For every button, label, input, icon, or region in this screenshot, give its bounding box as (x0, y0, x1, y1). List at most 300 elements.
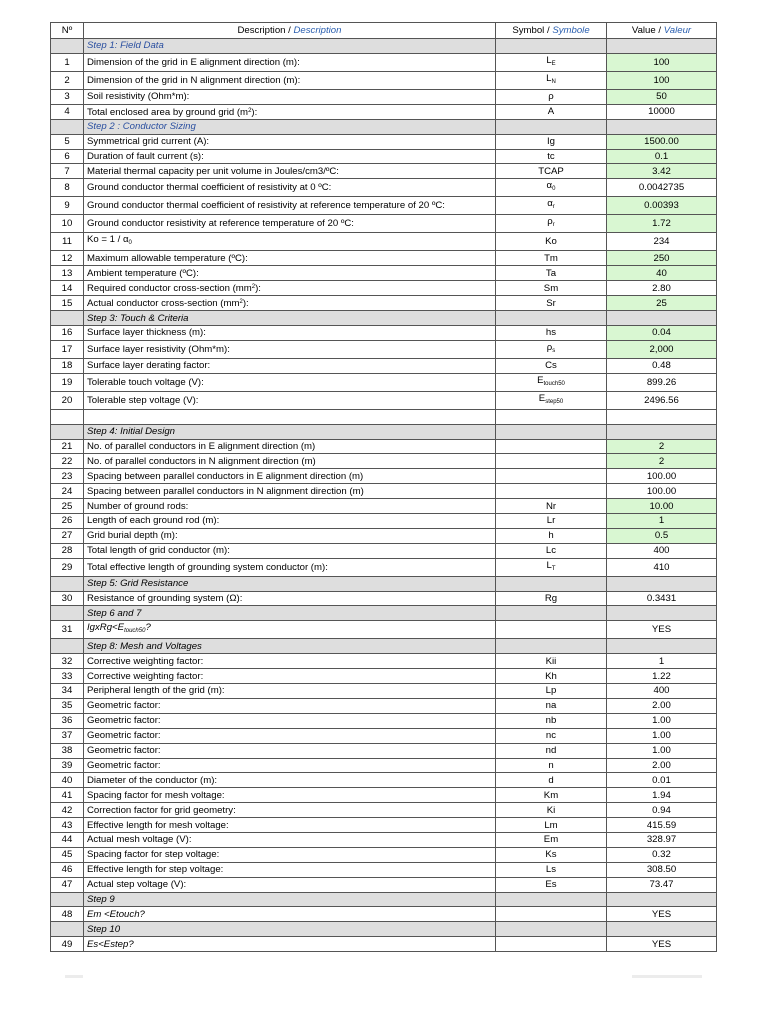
row-number: 9 (51, 197, 84, 215)
symbol-main: Tm (544, 252, 558, 264)
symbol-main: Ko (545, 236, 557, 248)
description-text: Ko = 1 / α (87, 234, 129, 246)
row-number: 37 (51, 728, 84, 743)
row-number: 25 (51, 499, 84, 514)
row-number: 48 (51, 907, 84, 922)
symbol-subscript: step50 (545, 398, 564, 405)
row-description (84, 233, 496, 251)
row-description: Duration of fault current (s): (84, 149, 496, 164)
header-description-en: Description / (237, 25, 294, 36)
symbol-main: Lm (544, 819, 558, 831)
row-number: 14 (51, 281, 84, 296)
table-row (51, 758, 717, 773)
row-symbol (496, 296, 607, 311)
table-row (51, 149, 717, 164)
computed-value-cell: 400 (607, 684, 717, 699)
step-value-cell (607, 39, 717, 54)
symbol-main: Lp (545, 685, 557, 697)
step-header-row (51, 576, 717, 591)
row-symbol (496, 803, 607, 818)
input-value-cell[interactable]: 0.1 (607, 149, 717, 164)
header-row (51, 23, 717, 39)
symbol-main: Em (543, 834, 559, 846)
row-number: 46 (51, 862, 84, 877)
symbol-main: Ks (545, 849, 557, 861)
row-number: 5 (51, 134, 84, 149)
row-description: Ground conductor resistivity at reference temperature of 20 ºC: (84, 215, 496, 233)
step-symbol-cell (496, 576, 607, 591)
table-row (51, 654, 717, 669)
computed-value-cell: 2496.56 (607, 391, 717, 409)
input-value-cell[interactable]: 2 (607, 454, 717, 469)
row-description: Total length of grid conductor (m): (84, 543, 496, 558)
row-symbol (496, 391, 607, 409)
row-number: 33 (51, 669, 84, 684)
input-value-cell[interactable]: 0.5 (607, 528, 717, 543)
table-row (51, 803, 717, 818)
step-value-cell (607, 892, 717, 907)
description-text: Required conductor cross-section (mm (87, 283, 252, 295)
symbol-main: E (537, 374, 544, 386)
row-symbol (496, 543, 607, 558)
step-title: Step 5: Grid Resistance (84, 576, 496, 591)
row-number: 1 (51, 53, 84, 71)
input-value-cell[interactable]: 100 (607, 71, 717, 89)
computed-value-cell: 415.59 (607, 818, 717, 833)
table-row (51, 558, 717, 576)
computed-value-cell: 1.00 (607, 743, 717, 758)
row-number: 18 (51, 358, 84, 373)
table-row (51, 528, 717, 543)
step-number-cell (51, 311, 84, 326)
row-symbol (496, 743, 607, 758)
row-description: Effective length for step voltage: (84, 862, 496, 877)
row-symbol (496, 484, 607, 499)
row-description: Geometric factor: (84, 713, 496, 728)
computed-value-cell: 400 (607, 543, 717, 558)
row-number: 44 (51, 832, 84, 847)
row-description: Surface layer resistivity (Ohm*m): (84, 340, 496, 358)
row-description: Geometric factor: (84, 728, 496, 743)
blank-cell (496, 409, 607, 424)
table-row (51, 773, 717, 788)
table-row (51, 391, 717, 409)
description-text-tail: ): (242, 298, 249, 310)
symbol-main: nd (545, 745, 557, 757)
description-superscript: 2 (251, 284, 256, 291)
symbol-main: A (547, 106, 555, 118)
row-description: Maximum allowable temperature (ºC): (84, 251, 496, 266)
symbol-main: Nr (545, 500, 557, 512)
row-number: 30 (51, 591, 84, 606)
row-symbol (496, 215, 607, 233)
step-symbol-cell (496, 311, 607, 326)
symbol-main: E (538, 392, 546, 404)
table-row (51, 296, 717, 311)
input-value-cell[interactable]: 2 (607, 439, 717, 454)
row-symbol (496, 758, 607, 773)
row-symbol (496, 358, 607, 373)
computed-value-cell: 1.00 (607, 713, 717, 728)
description-superscript: 2 (248, 107, 252, 114)
computed-value-cell: YES (607, 621, 717, 639)
row-symbol (496, 847, 607, 862)
row-description: Spacing between parallel conductors in E alignment direction (m) (84, 469, 496, 484)
table-row (51, 439, 717, 454)
row-description (84, 104, 496, 119)
step-value-cell (607, 311, 717, 326)
table-row (51, 484, 717, 499)
computed-value-cell: YES (607, 937, 717, 952)
computed-value-cell: 234 (607, 233, 717, 251)
row-description: Soil resistivity (Ohm*m): (84, 89, 496, 104)
row-symbol (496, 528, 607, 543)
symbol-main: Es (545, 879, 557, 891)
symbol-main: Sm (543, 282, 559, 294)
step-value-cell (607, 576, 717, 591)
symbol-main: Ig (546, 136, 555, 148)
table-row (51, 326, 717, 341)
row-description: No. of parallel conductors in E alignment direction (m) (84, 439, 496, 454)
computed-value-cell: 899.26 (607, 373, 717, 391)
symbol-main: α (547, 198, 553, 210)
row-description: Correction factor for grid geometry: (84, 803, 496, 818)
row-symbol (496, 197, 607, 215)
description-subscript: touch50 (124, 628, 146, 635)
blank-cell (607, 409, 717, 424)
row-number: 42 (51, 803, 84, 818)
symbol-main: Cs (545, 360, 557, 372)
row-number: 39 (51, 758, 84, 773)
input-value-cell[interactable]: 100 (607, 53, 717, 71)
row-number: 23 (51, 469, 84, 484)
step-value-cell (607, 424, 717, 439)
description-subscript: 0 (128, 240, 132, 247)
row-description: Geometric factor: (84, 758, 496, 773)
row-number: 26 (51, 514, 84, 529)
table-row (51, 179, 717, 197)
step-number-cell (51, 424, 84, 439)
row-description: Resistance of grounding system (Ω): (84, 591, 496, 606)
row-number: 43 (51, 818, 84, 833)
symbol-main: L (546, 54, 552, 66)
row-number: 4 (51, 104, 84, 119)
description-text: Actual conductor cross-section (mm (87, 298, 240, 310)
header-description (84, 23, 496, 39)
row-symbol (496, 499, 607, 514)
row-description: No. of parallel conductors in N alignment direction (m) (84, 454, 496, 469)
row-number: 11 (51, 233, 84, 251)
row-number: 28 (51, 543, 84, 558)
table-row (51, 134, 717, 149)
table-row (51, 877, 717, 892)
step-symbol-cell (496, 39, 607, 54)
row-description: Tolerable step voltage (V): (84, 391, 496, 409)
row-description: Spacing factor for step voltage: (84, 847, 496, 862)
computed-value-cell: 0.94 (607, 803, 717, 818)
step-number-cell (51, 576, 84, 591)
table-row (51, 71, 717, 89)
table-row (51, 281, 717, 296)
header-description-fr: Description (293, 25, 342, 36)
input-value-cell[interactable]: 1500.00 (607, 134, 717, 149)
symbol-main: Kii (545, 655, 557, 667)
row-symbol (496, 558, 607, 576)
row-symbol (496, 104, 607, 119)
row-symbol (496, 818, 607, 833)
computed-value-cell: 1.00 (607, 728, 717, 743)
table-row (51, 907, 717, 922)
row-symbol (496, 373, 607, 391)
symbol-main: α (546, 180, 553, 192)
description-text-tail: ): (255, 283, 261, 295)
step-symbol-cell (496, 119, 607, 134)
input-value-cell[interactable]: 0.04 (607, 326, 717, 341)
row-description: Ground conductor thermal coefficient of resistivity at reference temperature of 20 ºC: (84, 197, 496, 215)
symbol-main: n (548, 759, 554, 771)
table-row (51, 728, 717, 743)
step-number-cell (51, 922, 84, 937)
step-symbol-cell (496, 922, 607, 937)
row-description: Symmetrical grid current (A): (84, 134, 496, 149)
input-value-cell[interactable]: 1.72 (607, 215, 717, 233)
step-header-row (51, 424, 717, 439)
row-description: Total effective length of grounding system conductor (m): (84, 558, 496, 576)
table-row (51, 862, 717, 877)
table-row (51, 104, 717, 119)
computed-value-cell: 100.00 (607, 469, 717, 484)
symbol-main: TCAP (538, 165, 564, 177)
step-header-row (51, 119, 717, 134)
row-symbol (496, 469, 607, 484)
computed-value-cell: 410 (607, 558, 717, 576)
row-symbol (496, 591, 607, 606)
row-symbol (496, 439, 607, 454)
computed-value-cell: 1.94 (607, 788, 717, 803)
symbol-main: Km (543, 789, 559, 801)
description-text: Total enclosed area by ground grid (m (87, 106, 249, 118)
row-number: 17 (51, 340, 84, 358)
row-description: Actual mesh voltage (V): (84, 832, 496, 847)
row-number: 10 (51, 215, 84, 233)
input-value-cell[interactable]: 0.00393 (607, 197, 717, 215)
symbol-subscript: N (551, 78, 556, 85)
row-number: 13 (51, 266, 84, 281)
row-description: Es<Estep? (84, 937, 496, 952)
row-number: 47 (51, 877, 84, 892)
table-row (51, 499, 717, 514)
symbol-main: Lr (546, 515, 556, 527)
table-row (51, 89, 717, 104)
row-description: Spacing factor for mesh voltage: (84, 788, 496, 803)
symbol-main: h (548, 530, 554, 542)
computed-value-cell: 1.22 (607, 669, 717, 684)
computed-value-cell: 2.00 (607, 758, 717, 773)
step-number-cell (51, 606, 84, 621)
symbol-main: ρ (546, 341, 553, 353)
row-description (84, 621, 496, 639)
symbol-main: nb (545, 715, 557, 727)
computed-value-cell: 0.3431 (607, 591, 717, 606)
symbol-subscript: r (552, 222, 555, 229)
symbol-main: Sr (546, 297, 556, 309)
step-symbol-cell (496, 424, 607, 439)
row-symbol (496, 669, 607, 684)
step-header-row (51, 311, 717, 326)
row-symbol (496, 89, 607, 104)
row-number: 2 (51, 71, 84, 89)
step-header-row (51, 606, 717, 621)
symbol-main: nc (545, 730, 557, 742)
row-description: Dimension of the grid in N alignment direction (m): (84, 71, 496, 89)
row-number: 36 (51, 713, 84, 728)
row-number: 35 (51, 698, 84, 713)
row-description: Geometric factor: (84, 698, 496, 713)
calculation-table (50, 22, 717, 952)
row-description: Em <Etouch? (84, 907, 496, 922)
input-value-cell[interactable]: 250 (607, 251, 717, 266)
computed-value-cell: 10000 (607, 104, 717, 119)
computed-value-cell: 73.47 (607, 877, 717, 892)
row-number: 15 (51, 296, 84, 311)
description-text: IgxRg<E (87, 622, 125, 634)
input-value-cell[interactable]: 1 (607, 514, 717, 529)
header-symbol-en: Symbol / (512, 25, 553, 36)
footer-mark-left (65, 975, 83, 978)
row-number: 7 (51, 164, 84, 179)
row-number: 29 (51, 558, 84, 576)
table-row (51, 514, 717, 529)
row-symbol (496, 877, 607, 892)
header-value (607, 23, 717, 39)
step-title: Step 6 and 7 (84, 606, 496, 621)
computed-value-cell: 1 (607, 654, 717, 669)
table-row (51, 454, 717, 469)
row-symbol (496, 454, 607, 469)
header-number: Nº (51, 23, 84, 39)
row-description: Diameter of the conductor (m): (84, 773, 496, 788)
blank-cell (84, 409, 496, 424)
step-value-cell (607, 119, 717, 134)
row-description: Surface layer derating factor: (84, 358, 496, 373)
symbol-main: Lc (545, 545, 557, 557)
computed-value-cell: 0.32 (607, 847, 717, 862)
blank-row (51, 409, 717, 424)
step-value-cell (607, 639, 717, 654)
step-value-cell (607, 606, 717, 621)
table-row (51, 358, 717, 373)
row-description: Ground conductor thermal coefficient of resistivity at 0 ºC: (84, 179, 496, 197)
row-symbol (496, 698, 607, 713)
symbol-main: hs (545, 327, 557, 339)
step-symbol-cell (496, 639, 607, 654)
computed-value-cell: 2.80 (607, 281, 717, 296)
step-title: Step 4: Initial Design (84, 424, 496, 439)
row-symbol (496, 149, 607, 164)
header-value-fr: Valeur (663, 25, 692, 36)
row-description: Ambient temperature (ºC): (84, 266, 496, 281)
symbol-main: Ta (545, 267, 557, 279)
table-row (51, 937, 717, 952)
row-symbol (496, 281, 607, 296)
row-number: 12 (51, 251, 84, 266)
row-number: 20 (51, 391, 84, 409)
row-symbol (496, 907, 607, 922)
table-row (51, 469, 717, 484)
row-number: 3 (51, 89, 84, 104)
table-row (51, 743, 717, 758)
row-number: 27 (51, 528, 84, 543)
symbol-main: tc (547, 151, 555, 162)
symbol-subscript: 0 (552, 186, 556, 193)
row-number: 8 (51, 179, 84, 197)
symbol-main: ρ (547, 216, 553, 228)
input-value-cell[interactable]: 25 (607, 296, 717, 311)
table-row (51, 788, 717, 803)
row-description: Surface layer thickness (m): (84, 326, 496, 341)
input-value-cell[interactable]: 2,000 (607, 340, 717, 358)
row-description: Material thermal capacity per unit volume in Joules/cm3/ºC: (84, 164, 496, 179)
row-number: 21 (51, 439, 84, 454)
step-title: Step 8: Mesh and Voltages (84, 639, 496, 654)
table-row (51, 233, 717, 251)
table-row (51, 373, 717, 391)
step-header-row (51, 639, 717, 654)
table-row (51, 621, 717, 639)
row-description: Length of each ground rod (m): (84, 514, 496, 529)
blank-cell (51, 409, 84, 424)
step-header-row (51, 892, 717, 907)
row-symbol (496, 684, 607, 699)
step-number-cell (51, 892, 84, 907)
description-superscript: 2 (239, 299, 243, 306)
table-row (51, 164, 717, 179)
computed-value-cell: 0.0042735 (607, 179, 717, 197)
table-row (51, 266, 717, 281)
table-row (51, 215, 717, 233)
symbol-main: Rg (544, 593, 558, 605)
step-symbol-cell (496, 606, 607, 621)
computed-value-cell: 328.97 (607, 832, 717, 847)
row-description: Spacing between parallel conductors in N alignment direction (m) (84, 484, 496, 499)
header-value-en: Value / (631, 25, 664, 36)
symbol-main: L (546, 72, 552, 84)
row-number: 34 (51, 684, 84, 699)
row-description: Corrective weighting factor: (84, 669, 496, 684)
row-symbol (496, 862, 607, 877)
row-symbol (496, 164, 607, 179)
input-value-cell[interactable]: 3.42 (607, 164, 717, 179)
symbol-subscript: touch50 (543, 380, 565, 387)
table-row (51, 340, 717, 358)
row-symbol (496, 233, 607, 251)
row-symbol (496, 514, 607, 529)
row-number: 24 (51, 484, 84, 499)
step-title: Step 3: Touch & Criteria (84, 311, 496, 326)
input-value-cell[interactable]: 50 (607, 89, 717, 104)
table-row (51, 698, 717, 713)
input-value-cell[interactable]: 10.00 (607, 499, 717, 514)
row-description: Actual step voltage (V): (84, 877, 496, 892)
table-body (51, 39, 717, 952)
row-description (84, 281, 496, 296)
symbol-main: Ki (546, 804, 556, 816)
input-value-cell[interactable]: 40 (607, 266, 717, 281)
step-title: Step 10 (84, 922, 496, 937)
row-symbol (496, 713, 607, 728)
computed-value-cell: 0.48 (607, 358, 717, 373)
row-symbol (496, 773, 607, 788)
